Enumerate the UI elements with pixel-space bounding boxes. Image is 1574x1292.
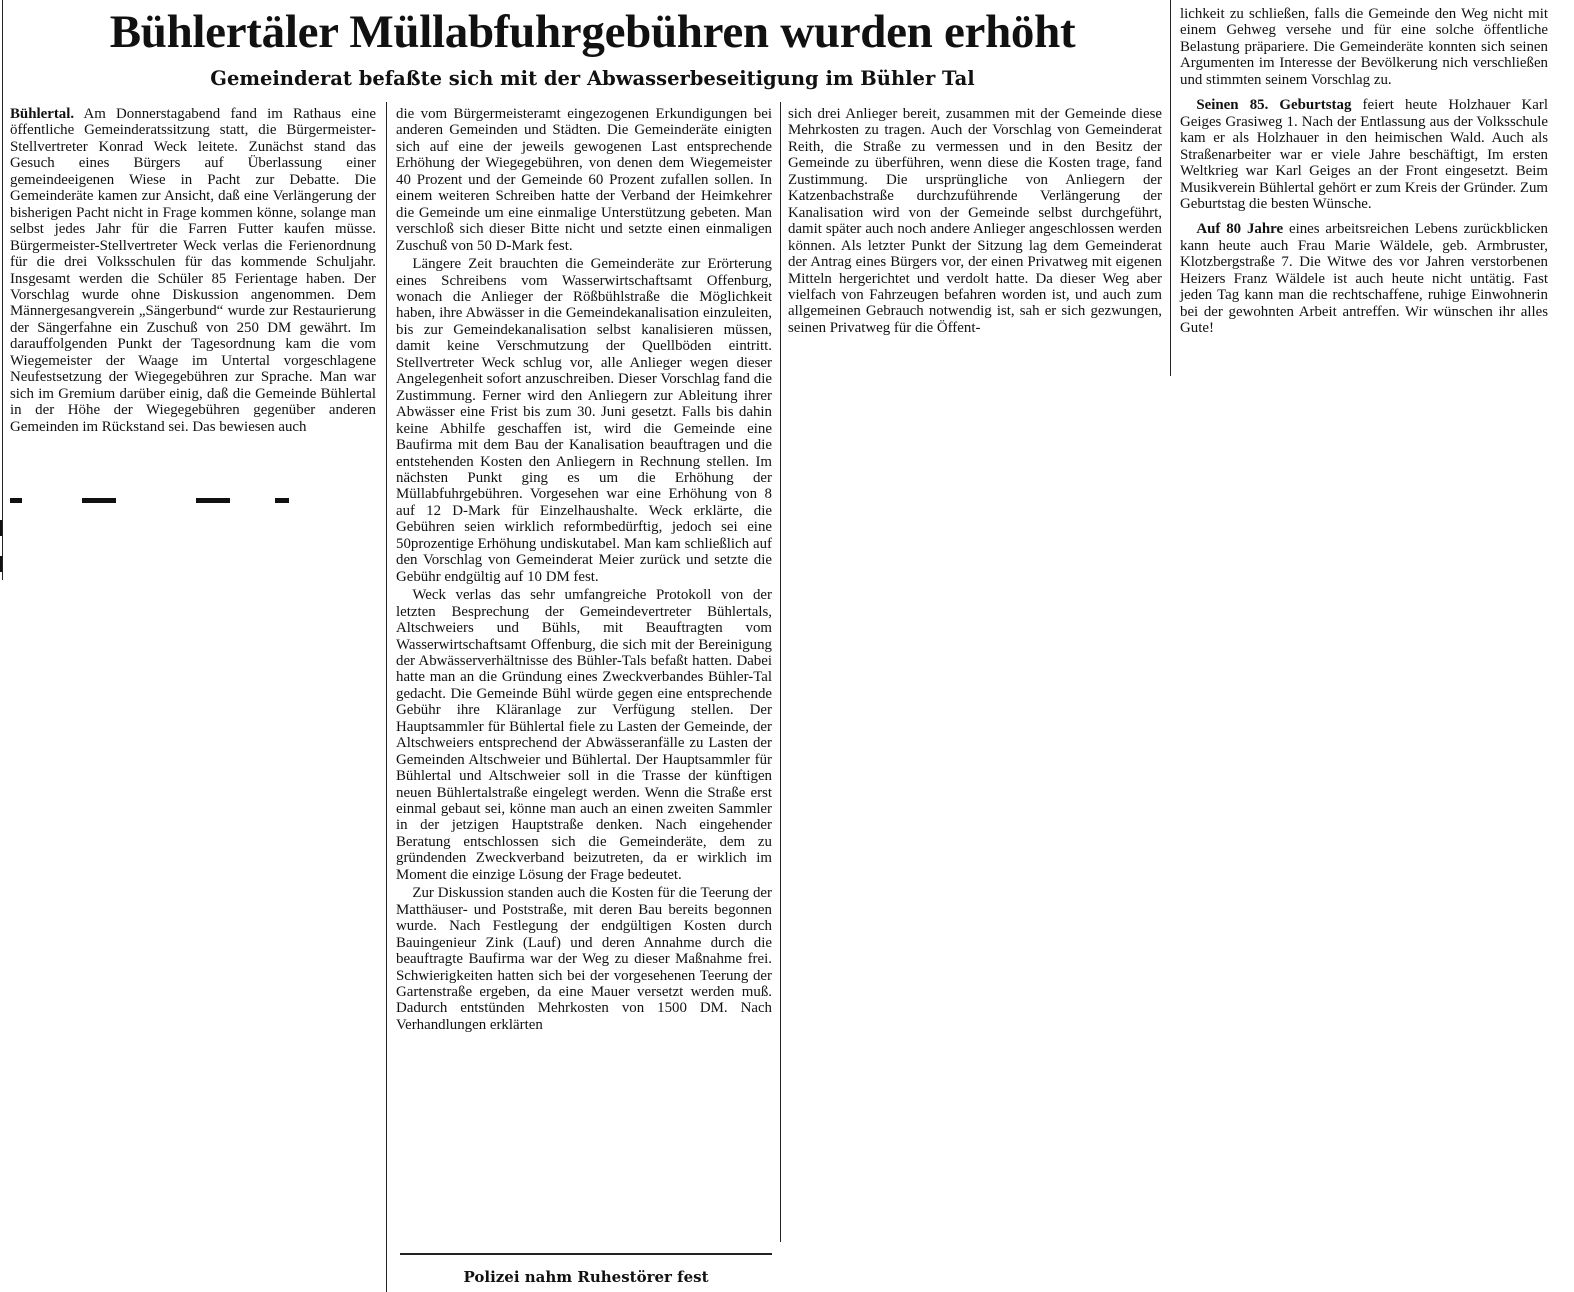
column-rule-2 [780,102,781,1242]
bleed-through-mark [196,498,230,503]
subheadline: Gemeinderat befaßte sich mit der Abwasserbeseitigung im Bühler Tal [210,67,975,90]
article-paragraph: lichkeit zu schließen, falls die Gemeinde den Weg nicht mit einem Gehweg versehe und für eine solche öffentliche Belastung präpariere. Die Gemeinderäte konnten sich seinen Argumenten im Interesse der Bevölkerung nich verschließen und stimmten seinem Vorschlag zu. [1180,6,1548,88]
column-rule-left-edge [2,0,3,580]
birthday-notice-85 [1180,97,1548,212]
article-column-1 [10,106,376,435]
bleed-through-mark [82,498,116,503]
dateline: Bühlertal. [10,106,75,122]
bleed-through-mark [0,556,2,572]
article-separator [400,1253,772,1255]
article-paragraph-text: Am Donnerstagabend fand im Rathaus eine öffentliche Gemeinderatssitzung statt, die Bürgermeister-Stellvertreter Konrad Weck leitete. Zunächst stand das Gesuch eines Bürgers auf Überlassung einer gemeindeeigenen Wiese in Pacht zur Debatte. Die Gemeinderäte kamen zur Ansicht, daß eine Verlängerung der bisherigen Pacht nicht in Frage kommen könne, solange man selbst jedes Jahr für die Farren Futter kaufen müsse. Bürgermeister-Stellvertreter Weck verlas die Ferienordnung für die drei Volksschulen für das kommende Schuljahr. Insgesamt werden die Schüler 85 Ferientage haben. Der Vorschlag wurde ohne Diskussion angenommen. Dem Männergesangverein „Sängerbund“ wurde zur Restaurierung der Sängerfahne ein Zuschuß von 250 DM gewährt. Im darauffolgenden Punkt der Tagesordnung kam die vom Wiegemeister der Waage im Untertal vorgeschlagene Neufestsetzung der Wiegegebühren zur Sprache. Man war sich im Gremium darüber einig, daß die Gemeinde Bühlertal in der Höhe der Wiegegebühren gegenüber anderen Gemeinden im Rückstand sei. Das bewiesen auch [10,106,376,435]
article-paragraph: die vom Bürgermeisteramt eingezogenen Erkundigungen bei anderen Gemeinden und Städten. Die Gemeinderäte einigten sich auf eine der jeweils gewogenen Last entsprechende Erhöhung der Wiegegebühren, von denen dem Wiegemeister 40 Prozent und der Gemeinde 60 Prozent zufallen sollen. In einem weiteren Schreiben hatte der Verband der Heimkehrer die Gemeinde um eine einmalige Unterstützung gebeten. Man verschloß sich dieser Bitte nicht und setzte einen einmaligen Zuschuß von 50 D-Mark fest. [396,106,772,254]
birthday-lead: Seinen 85. Geburtstag [1196,97,1352,114]
headline: Bühlertäler Müllabfuhrgebühren wurden erhöht [109,6,1076,58]
next-article-heading: Polizei nahm Ruhestörer fest [463,1268,709,1286]
birthday-notice-80 [1180,221,1548,336]
article-paragraph: Längere Zeit brauchten die Gemeinderäte zur Erörterung eines Schreibens vom Wasserwirtschaftsamt Offenburg, wonach die Anlieger der Rößbühlstraße die Möglichkeit haben, ihre Abwässer in die Gemeindekanalisation einzuleiten, bis zur Gemeindekanalisation selbst kanalisieren müssen, damit keine Verschmutzung der Quellböden eintritt. Stellvertreter Weck schlug vor, alle Anlieger wegen dieser Angelegenheit sofort anzuschreiben. Dieser Vorschlag fand die Zustimmung. Ferner wird den Anliegern zur Ableitung ihrer Abwässer eine Frist bis zum 30. Juni gesetzt. Falls bis dahin keine Abhilfe geschaffen ist, wird die Gemeinde eine Baufirma mit dem Bau der Kanalisation beauftragen und die entstehenden Kosten den Anliegern in Rechnung stellen. Im nächsten Punkt ging es um die Erhöhung der Müllabfuhrgebühren. Vorgesehen war eine Erhöhung von 8 auf 12 D-Mark für Einzelhaushalte. Weck erklärte, die Gebühren seien wirklich reformbedürftig, jedoch sei eine 50prozentige Erhöhung undiskutabel. Man kam schließlich auf den Vorschlag von Gemeinderat Meier zurück und setzte die Gebühr endgültig auf 10 DM fest. [396,256,772,585]
bleed-through-mark [275,498,289,503]
article-paragraph [10,106,376,435]
birthday-lead: Auf 80 Jahre [1196,221,1284,238]
article-paragraph: Zur Diskussion standen auch die Kosten für die Teerung der Matthäuser- und Poststraße, mit deren Bau bereits begonnen wurde. Nach Festlegung der endgültigen Kosten durch Bauingenieur Zink (Lauf) und deren Annahme durch die beauftragte Baufirma war der Weg zu dieser Maßnahme frei. Schwierigkeiten hatten sich bei der vorgesehenen Teerung der Gartenstraße ergeben, da eine Mauer versetzt werden muß. Dadurch entstünden Mehrkosten von 1500 DM. Nach Verhandlungen erklärten [396,885,772,1033]
birthday-text: eines arbeitsreichen Lebens zurückblicken kann heute auch Frau Marie Wäldele, geb. Armbruster, Klotzbergstraße 7. Die Witwe des vor Jahren verstorbenen Heizers Franz Wäldele ist auch heute nicht untätig. Fast jeden Tag kann man die rechtschaffene, ruhige Einwohnerin bei der gewohnten Arbeit antreffen. Wir wünschen ihr alles Gute! [1180,221,1548,337]
birthday-text: feiert heute Holzhauer Karl Geiges Grasiweg 1. Nach der Entlassung aus der Volksschule kam er als Holzhauer in den heimischen Wald. Auch als Straßenarbeiter war er viele Jahre beschäftigt, Im ersten Weltkrieg war Karl Geiges an der Front eingesetzt. Beim Musikverein Bühlertal gehört er zum Kreis der Gründer. Zum Geburtstag die besten Wünsche. [1180,97,1548,212]
article-column-2 [396,106,772,1033]
article-paragraph: Weck verlas das sehr umfangreiche Protokoll von der letzten Besprechung der Gemeindevertreter Bühlertals, Altschweiers und Bühls, mit Beauftragten vom Wasserwirtschaftsamt Offenburg, die sich mit der Bereinigung der Abwässerverhältnisse des Bühler-Tals befaßt hatten. Dabei hatte man an die Gründung eines Zweckverbandes Bühler-Tal gedacht. Die Gemeinde Bühl würde gegen eine entsprechende Gebühr ihre Kläranlage zur Verfügung stellen. Der Hauptsammler für Bühlertal fiele zu Lasten der Gemeinde, der Altschweiers entsprechend der Abwässeranfälle zu Lasten der Gemeinden Altschweier und Bühlertal. Der Hauptsammler für Bühlertal und Altschweier soll in die Trasse der künftigen neuen Bühlertalstraße eingelegt werden. Wenn die Straße erst einmal gebaut sei, könne man auch an einen zweiten Sammler in der jetzigen Hauptstraße denken. Nach eingehender Beratung entschlossen sich die Gemeinderäte, dem zu gründenden Zweckverband beizutreten, da er wirklich im Moment die einzige Lösung der Frage bedeutet. [396,587,772,883]
article-paragraph: sich drei Anlieger bereit, zusammen mit der Gemeinde diese Mehrkosten zu tragen. Auch der Vorschlag von Gemeinderat Reith, die Straße zu vermessen und in den Besitz der Gemeinde zu überführen, wenn diese die Kosten trage, fand Zustimmung. Die ursprüngliche von Anliegern der Katzenbachstraße durchzuführende Verlängerung der Kanalisation wird von der Gemeinde selbst durchgeführt, damit später auch noch andere Anlieger angeschlossen werden können. Als letzter Punkt der Sitzung lag dem Gemeinderat der Antrag eines Bürgers vor, der einen Privatweg mit eigenen Mitteln hergerichtet und verdolt hatte. Da dieser Weg aber vielfach von Fahrzeugen befahren worden ist, und auch zum allgemeinen Gebrauch notwendig ist, sah er sich gezwungen, seinen Privatweg für die Öffent- [788,106,1162,336]
bleed-through-mark [0,520,2,536]
bleed-through-mark [10,498,22,503]
article-column-4 [1180,6,1548,337]
article-column-3 [788,106,1162,336]
column-rule-1 [386,102,387,1292]
